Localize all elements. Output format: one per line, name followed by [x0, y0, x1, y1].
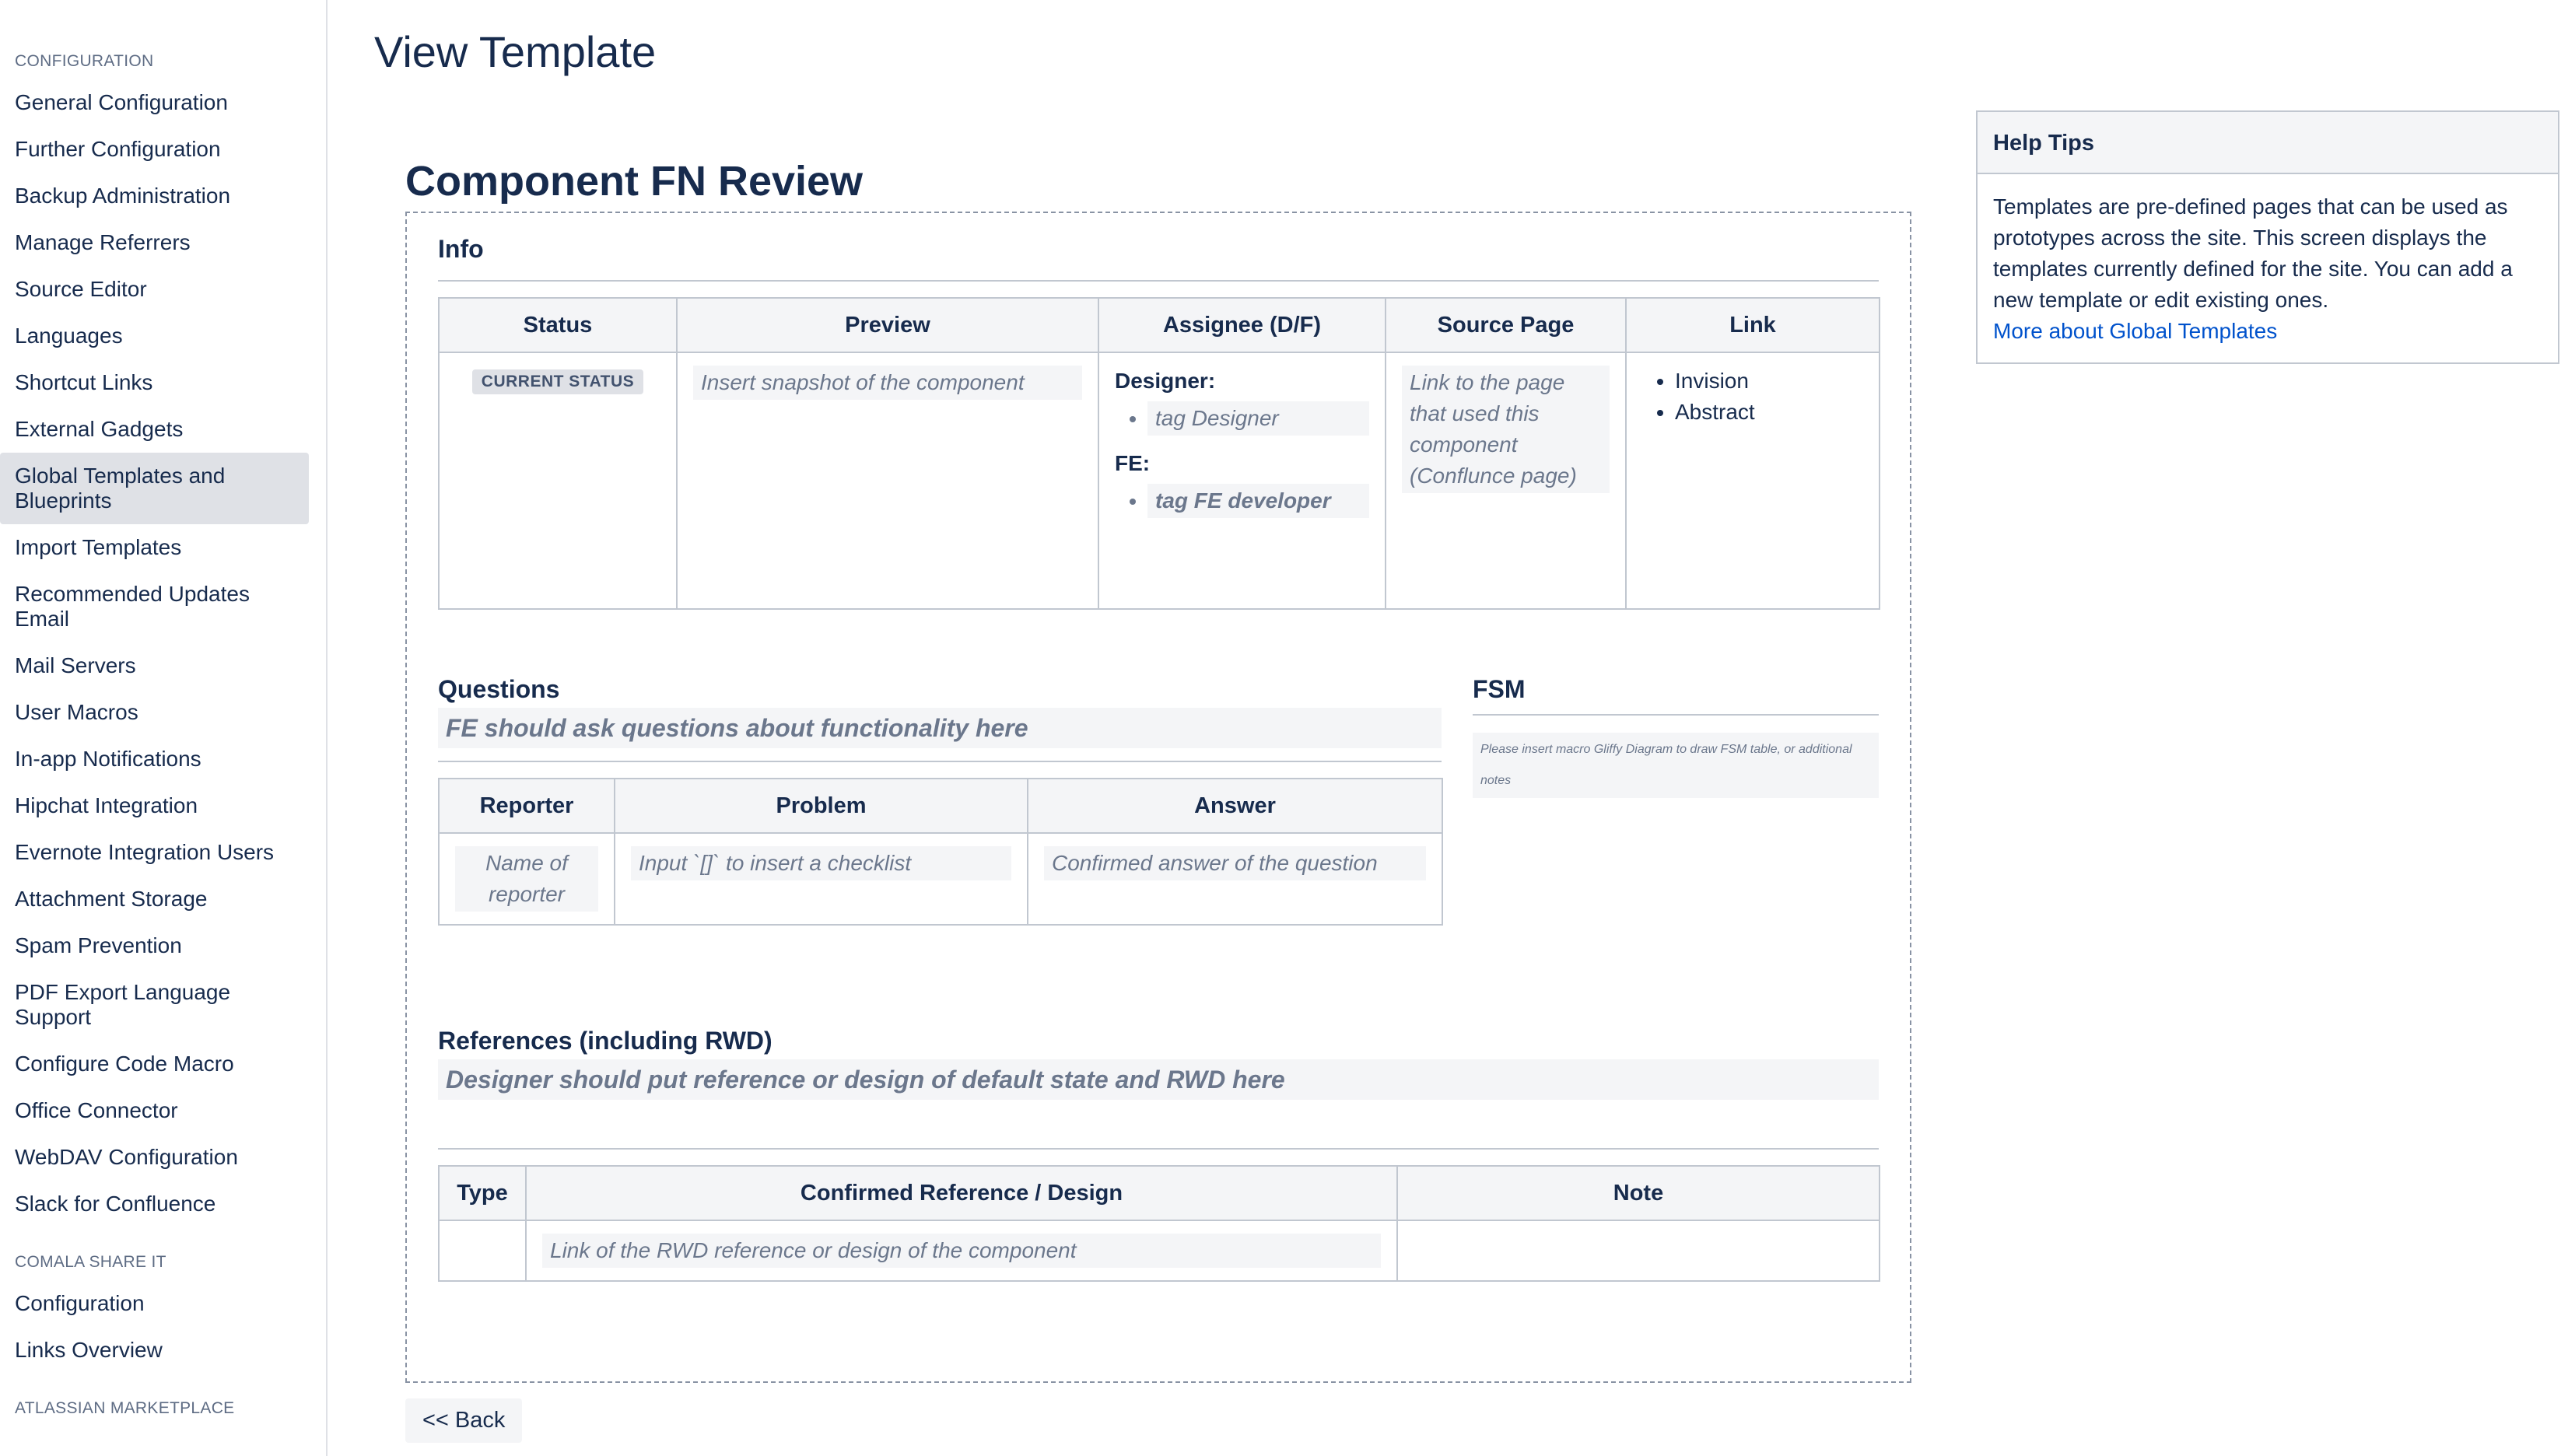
sidebar-item-in-app-notifications[interactable]: In-app Notifications — [15, 747, 201, 771]
problem-placeholder: Input `[]` to insert a checklist — [631, 846, 1011, 880]
fe-list — [1115, 484, 1369, 518]
sidebar-section-marketplace — [0, 1397, 326, 1426]
column-header-answer: Answer — [1028, 779, 1442, 833]
sidebar-item-backup-administration[interactable]: Backup Administration — [15, 184, 231, 208]
help-tips-panel — [1976, 110, 2559, 364]
link-cell — [1626, 352, 1880, 609]
note-cell — [1397, 1220, 1880, 1281]
designer-placeholder: • tag Designer — [1147, 401, 1369, 436]
references-section — [438, 1022, 1879, 1282]
status-cell — [439, 352, 677, 609]
back-button[interactable]: << Back — [405, 1398, 522, 1443]
column-header-link: Link — [1626, 298, 1880, 352]
column-header-preview: Preview — [677, 298, 1098, 352]
fsm-placeholder: Please insert macro Gliffy Diagram to draw FSM table, or additional notes — [1473, 733, 1879, 798]
table-header-row — [439, 298, 1880, 352]
sidebar-item-mail-servers[interactable]: Mail Servers — [15, 653, 136, 677]
table-row — [439, 1220, 1880, 1281]
questions-subtitle: FE should ask questions about functionality here — [438, 708, 1442, 748]
sidebar-heading: ATLASSIAN MARKETPLACE — [15, 1399, 235, 1417]
sidebar-item-webdav-configuration[interactable]: WebDAV Configuration — [15, 1145, 238, 1169]
admin-sidebar — [0, 0, 328, 1456]
help-tips-text: Templates are pre-defined pages that can be used as prototypes across the site. This screen displays the templates currently defined for the site. You can add a new template or edit existing ones. — [1993, 194, 2513, 312]
preview-cell — [677, 352, 1098, 609]
assignee-cell — [1098, 352, 1386, 609]
link-item-abstract: • Abstract — [1675, 397, 1863, 428]
sidebar-item-hipchat-integration[interactable]: Hipchat Integration — [15, 793, 198, 817]
table-header-row — [439, 1166, 1880, 1220]
table-row — [439, 352, 1880, 609]
fe-label: FE: — [1115, 451, 1151, 475]
column-header-type: Type — [439, 1166, 526, 1220]
info-table — [438, 297, 1880, 610]
answer-cell — [1028, 833, 1442, 925]
sidebar-item-comala-configuration[interactable]: Configuration — [15, 1291, 145, 1315]
sidebar-item-recommended-updates-email[interactable]: Recommended Updates Email — [15, 582, 250, 631]
sidebar-item-attachment-storage[interactable]: Attachment Storage — [15, 887, 208, 911]
sidebar-item-further-configuration[interactable]: Further Configuration — [15, 137, 221, 161]
source-page-cell — [1386, 352, 1626, 609]
fsm-heading: FSM — [1473, 675, 1526, 703]
sidebar-item-import-templates[interactable]: Import Templates — [15, 535, 182, 559]
sidebar-item-languages[interactable]: Languages — [15, 324, 123, 348]
info-heading-wrap — [438, 213, 1879, 280]
references-subtitle: Designer should put reference or design of default state and RWD here — [438, 1059, 1879, 1100]
page-title: View Template — [374, 27, 657, 76]
references-heading: References (including RWD) — [438, 1027, 772, 1055]
link-item-invision: • Invision — [1675, 366, 1863, 397]
sidebar-section-comala — [0, 1251, 326, 1374]
reporter-cell — [439, 833, 615, 925]
sidebar-item-global-templates[interactable]: Global Templates and Blueprints — [0, 453, 309, 524]
questions-table — [438, 778, 1443, 926]
column-header-assignee: Assignee (D/F) — [1098, 298, 1386, 352]
fsm-section — [1473, 670, 1879, 926]
info-heading: Info — [438, 235, 484, 263]
sidebar-section-configuration — [0, 50, 326, 1227]
divider — [1473, 714, 1879, 716]
help-tips-link[interactable]: More about Global Templates — [1993, 319, 2278, 343]
type-cell — [439, 1220, 526, 1281]
sidebar-item-general-configuration[interactable]: General Configuration — [15, 90, 228, 114]
sidebar-item-links-overview[interactable]: Links Overview — [15, 1338, 163, 1362]
table-row — [439, 833, 1442, 925]
column-header-status: Status — [439, 298, 677, 352]
column-header-reporter: Reporter — [439, 779, 615, 833]
problem-cell — [615, 833, 1028, 925]
sidebar-item-office-connector[interactable]: Office Connector — [15, 1098, 178, 1122]
column-header-source-page: Source Page — [1386, 298, 1626, 352]
reference-placeholder: Link of the RWD reference or design of the component — [542, 1234, 1381, 1268]
fe-placeholder: • tag FE developer — [1147, 484, 1369, 518]
sidebar-item-external-gadgets[interactable]: External Gadgets — [15, 417, 184, 441]
link-list — [1642, 366, 1863, 428]
template-preview — [405, 212, 1911, 1383]
table-header-row — [439, 779, 1442, 833]
questions-fsm-row — [438, 670, 1879, 926]
sidebar-item-pdf-export-language-support[interactable]: PDF Export Language Support — [15, 980, 231, 1029]
reference-cell — [526, 1220, 1397, 1281]
designer-list — [1115, 401, 1369, 436]
source-placeholder: Link to the page that used this component (Conflunce page) — [1402, 366, 1610, 493]
answer-placeholder: Confirmed answer of the question — [1044, 846, 1426, 880]
help-tips-body — [1978, 174, 2558, 362]
sidebar-item-manage-referrers[interactable]: Manage Referrers — [15, 230, 191, 254]
reporter-placeholder: Name of reporter — [455, 846, 598, 912]
help-tips-title: Help Tips — [1978, 112, 2558, 174]
sidebar-heading: CONFIGURATION — [15, 52, 154, 70]
template-title: Component FN Review — [405, 158, 864, 205]
sidebar-item-user-macros[interactable]: User Macros — [15, 700, 138, 724]
main-content — [328, 0, 2575, 1456]
questions-section — [438, 670, 1442, 926]
column-header-note: Note — [1397, 1166, 1880, 1220]
questions-heading: Questions — [438, 675, 560, 703]
sidebar-item-slack-for-confluence[interactable]: Slack for Confluence — [15, 1192, 216, 1216]
references-table — [438, 1165, 1880, 1282]
column-header-confirmed-reference: Confirmed Reference / Design — [526, 1166, 1397, 1220]
sidebar-heading: COMALA SHARE IT — [15, 1253, 166, 1271]
sidebar-item-source-editor[interactable]: Source Editor — [15, 277, 147, 301]
sidebar-item-configure-code-macro[interactable]: Configure Code Macro — [15, 1052, 234, 1076]
sidebar-item-evernote-integration-users[interactable]: Evernote Integration Users — [15, 840, 275, 864]
preview-placeholder: Insert snapshot of the component — [693, 366, 1082, 400]
designer-label: Designer: — [1115, 369, 1216, 393]
sidebar-item-spam-prevention[interactable]: Spam Prevention — [15, 933, 182, 957]
sidebar-item-shortcut-links[interactable]: Shortcut Links — [15, 370, 153, 394]
column-header-problem: Problem — [615, 779, 1028, 833]
status-lozenge: CURRENT STATUS — [472, 369, 643, 394]
